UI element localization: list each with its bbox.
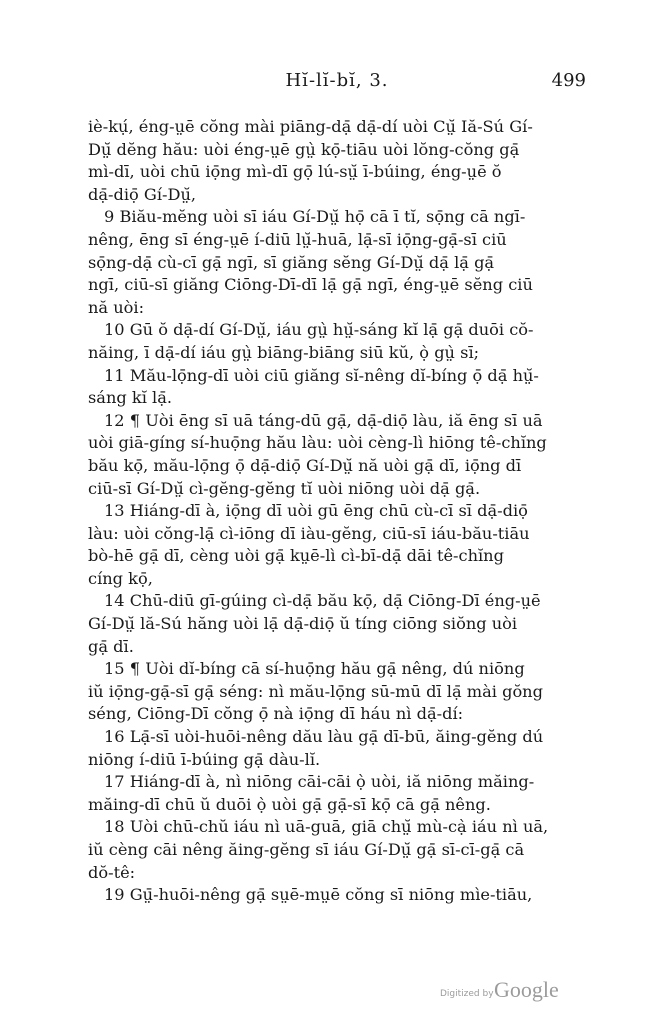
text-line: dŏ-tê: [88, 862, 136, 882]
text-line: sọ̄ng-dạ̄ cù-cī gạ̄ ngī, sī giăng sĕng Gí-Dṳ̆ dạ̄ lạ̄ gạ̄ [88, 252, 495, 272]
verse-11-line: 11 Mău-lọ̄ng-dī uòi ciū giăng sĭ-nêng dĭ-bíng ọ̄ dạ̄ hṳ̆- [104, 365, 539, 385]
text-line: Gí-Dṳ̆ lă-Sú hăng uòi lạ̄ dạ̄-diọ̄ ŭ tíng ciōng siŏng uòi [88, 614, 518, 634]
text-line: nêng, ēng sī éng-ṳē í-diū lṳ̆-huā, lạ̄-sī iọ̄ng-gạ̄-sī ciū [88, 229, 507, 249]
text-line: ciū-sī Gí-Dṳ̆ cì-gĕng-gĕng tĭ uòi niōng uòi dạ̄ gạ̄. [88, 478, 481, 498]
verse-18-line: 18 Uòi chū-chŭ iáu nì uā-guā, giā chṳ̆ mù-cạ̀ iáu nì uā, [104, 817, 549, 837]
text-line: mì-dī, uòi chū iọ̄ng mì-dī gọ̄ lú-sṳ̆ ī-búing, éng-ṳē ŏ [88, 162, 502, 182]
text-line: séng, Ciōng-Dī cŏng ọ̄ nà iọ̄ng dī háu nì dạ̄-dí: [88, 704, 464, 724]
text-line: niōng í-diū ī-búing gạ̄ dàu-lĭ. [88, 749, 321, 769]
verse-10-line: 10 Gū ŏ dạ̄-dí Gí-Dṳ̆, iáu gṳ̀ hṳ̆-sáng kĭ lạ̄ gạ̄ duōi cŏ- [104, 320, 534, 340]
verse-13-line: 13 Hiáng-dī à, iọ̄ng dī uòi gū ēng chū cù-cī sī dạ̄-diọ̄ [104, 501, 528, 521]
text-line: cíng kọ̄, [88, 568, 153, 588]
text-line: uòi giā-gíng sí-huọ̄ng hău làu: uòi cèng-lì hiōng tê-chĭng [88, 433, 547, 453]
text-line: Dṳ̆ dĕng hău: uòi éng-ṳē gṳ̀ kọ̄-tiāu uòi lŏng-cŏng gạ̄ [88, 139, 520, 159]
verse-9-line: 9 Biău-mĕng uòi sī iáu Gí-Dṳ̆ họ̄ cā ī tĭ, sọ̄ng cā ngī- [104, 207, 526, 227]
text-line: sáng kĭ lạ̄. [88, 388, 172, 408]
watermark-prefix: Digitized by [440, 989, 494, 999]
watermark-brand: Google [494, 977, 559, 1002]
verse-14-line: 14 Chū-diū gī-gúing cì-dạ̄ bău kọ̄, dạ̄ Ciōng-Dī éng-ṳē [104, 591, 541, 611]
running-head: Hĭ-lĭ-bĭ, 3. [285, 70, 389, 91]
text-line: bò-hē gạ̄ dī, cèng uòi gạ̄ kṳē-lì cì-bī-dạ̄ dāi tê-chĭng [88, 546, 504, 566]
body-text [88, 116, 588, 907]
text-line: iŭ cèng cāi nêng ăing-gĕng sī iáu Gí-Dṳ̆ gạ̄ sī-cī-gạ̄ cā [88, 840, 525, 859]
verse-19-line: 19 Gṳ̄-huōi-nêng gạ̄ sṳē-mṳē cŏng sī niōng mìe-tiāu, [104, 885, 533, 905]
verse-15-line: 15 ¶ Uòi dĭ-bíng cā sí-huọ̄ng hău gạ̄ nêng, dú niōng [104, 659, 525, 679]
text-line: ngī, ciū-sī giăng Ciōng-Dī-dī lạ̄ gạ̄ ngī, éng-ṳē sĕng ciū [88, 275, 533, 295]
text-line: nă uòi: [88, 297, 145, 317]
digitized-watermark [440, 977, 580, 1005]
text-line: năing, ī dạ̄-dí iáu gṳ̀ biāng-biāng siū kŭ, ọ̀ gṳ̀ sī; [88, 342, 480, 362]
text-line: iè-kụ́, éng-ṳē cŏng mài piāng-dạ̄ dạ̄-dí uòi Cṳ̆ Iă-Sú Gí- [88, 117, 533, 136]
text-line: làu: uòi cŏng-lạ̄ cì-iōng dī iàu-gĕng, ciū-sī iáu-bău-tiāu [88, 523, 530, 543]
text-line: gạ̄ dī. [88, 636, 134, 656]
page-number: 499 [551, 70, 586, 91]
text-line: măing-dī chū ŭ duōi ọ̀ uòi gạ̄ gạ̄-sī kọ̄ cā gạ̄ nêng. [88, 794, 491, 814]
verse-17-line: 17 Hiáng-dī à, nì niōng cāi-cāi ọ̀ uòi, iă niōng măing- [104, 772, 535, 792]
text-line: iŭ iọ̄ng-gạ̄-sī gạ̄ séng: nì mău-lọ̄ng sū-mū dī lạ̄ mài gŏng [88, 681, 543, 701]
page-header [88, 70, 586, 100]
text-line: dạ̄-diọ̄ Gí-Dṳ̆, [88, 184, 197, 204]
text-line: bău kọ̄, mău-lọ̄ng ọ̄ dạ̄-diọ̄ Gí-Dṳ̆ nă uòi gạ̄ dī, iọ̄ng dī [88, 455, 522, 475]
verse-12-line: 12 ¶ Uòi ēng sī uā táng-dū gạ̄, dạ̄-diọ̄ làu, iă ēng sī uā [104, 410, 543, 430]
verse-16-line: 16 Lạ̄-sī uòi-huōi-nêng dău làu gạ̄ dī-bū, ăing-gĕng dú [104, 727, 544, 747]
